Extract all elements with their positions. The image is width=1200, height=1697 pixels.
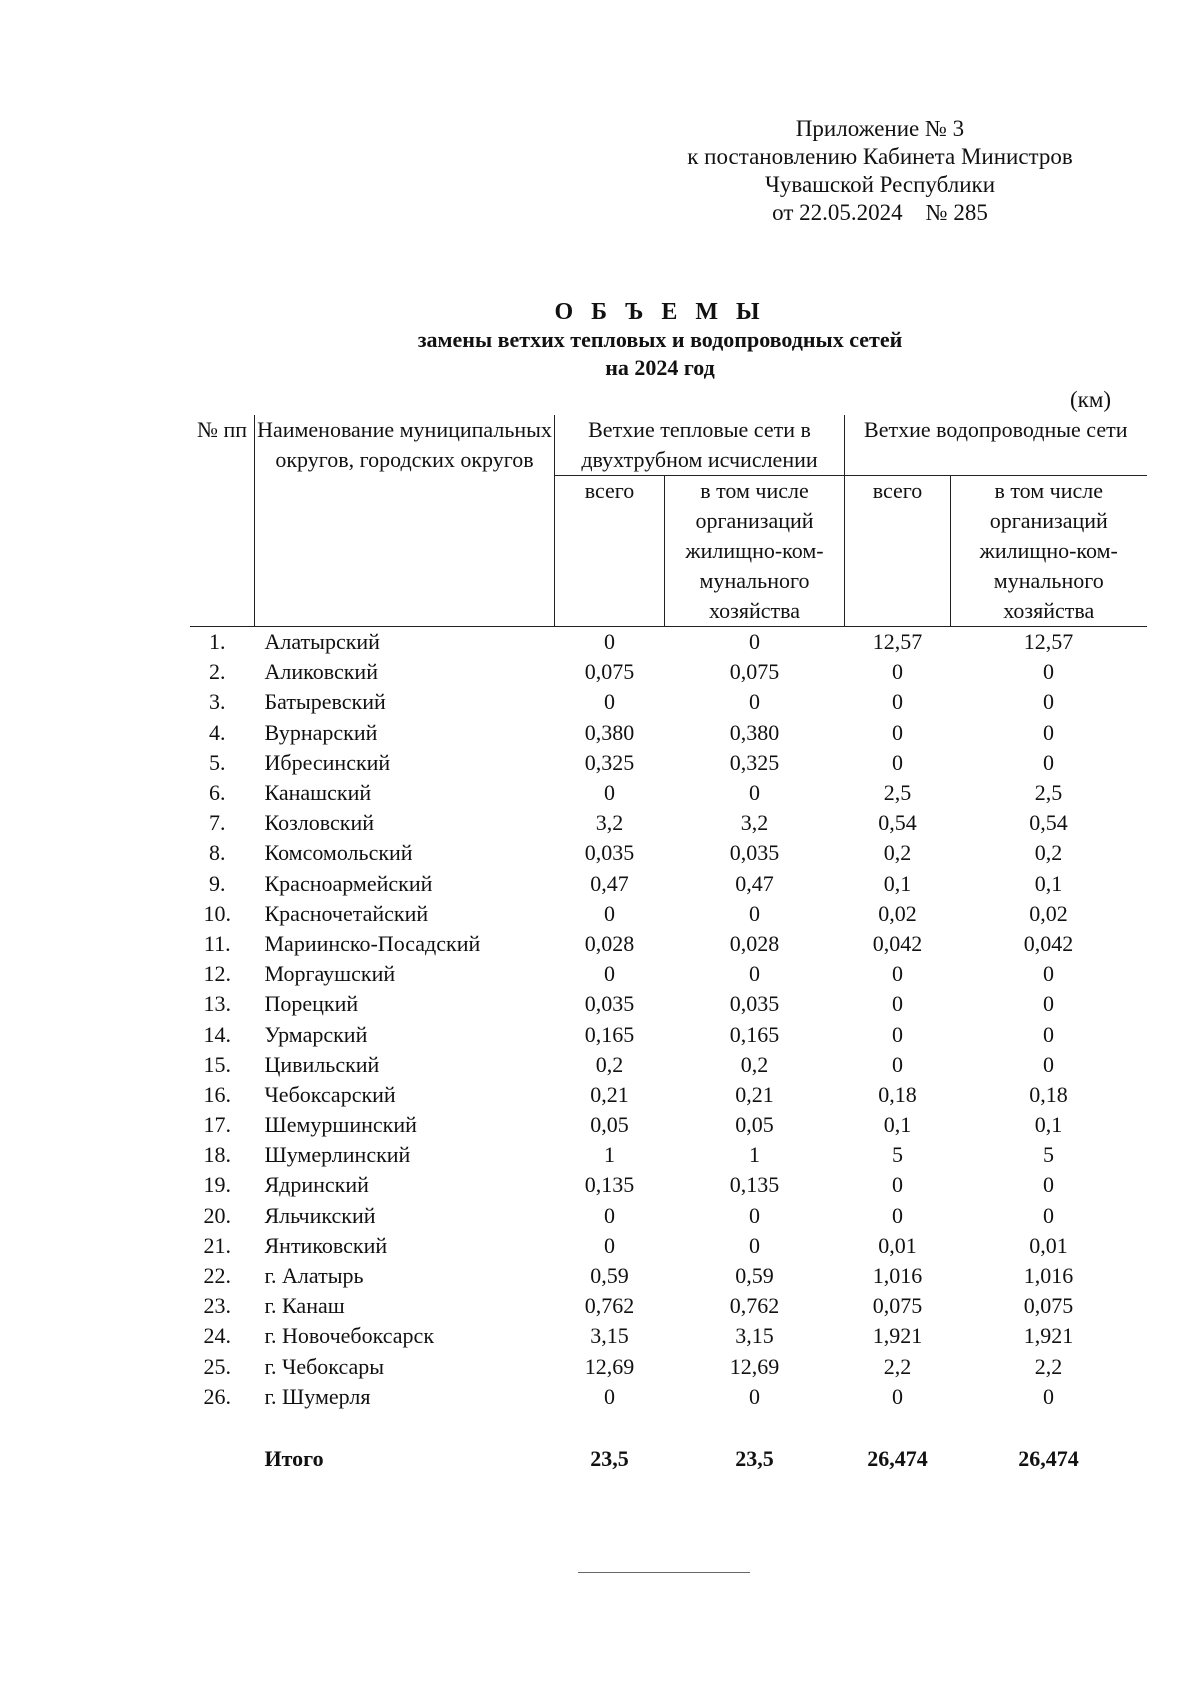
row-number: 14.: [203, 1021, 231, 1047]
row-heat-total: 0,135: [584, 1172, 635, 1198]
appendix-header: [640, 115, 1120, 227]
row-heat-total: 0,075: [584, 659, 635, 685]
row-heat-total: 0: [604, 629, 615, 655]
row-number: 17.: [203, 1112, 231, 1138]
row-number: 16.: [203, 1081, 231, 1107]
total-water-housing: 26,474: [1018, 1445, 1079, 1471]
row-heat-housing: 0: [749, 1383, 760, 1409]
row-water-housing: 0,01: [1029, 1232, 1068, 1258]
row-water-total: 5: [892, 1142, 903, 1168]
row-number: 9.: [209, 870, 226, 896]
row-heat-total: 0: [604, 900, 615, 926]
row-district-name: г. Чебоксары: [264, 1353, 385, 1379]
row-water-housing: 0,1: [1034, 1112, 1063, 1138]
row-water-total: 0: [892, 1202, 903, 1228]
table-spacer-row: [190, 1412, 1147, 1444]
row-district-name: Цивильский: [264, 1051, 380, 1077]
row-number: 10.: [203, 900, 231, 926]
row-number: 2.: [209, 659, 226, 685]
table-row: [190, 1140, 1147, 1170]
row-water-housing: 0: [1043, 659, 1054, 685]
row-heat-housing: 0,075: [729, 659, 780, 685]
table-row: [190, 838, 1147, 868]
table-row: [190, 1382, 1147, 1412]
table-row: [190, 1110, 1147, 1140]
row-number: 12.: [203, 961, 231, 987]
row-water-housing: 0: [1043, 991, 1054, 1017]
row-water-total: 0: [892, 659, 903, 685]
row-heat-total: 0: [604, 780, 615, 806]
row-number: 21.: [203, 1232, 231, 1258]
table-row: [190, 1291, 1147, 1321]
appendix-resolution: к постановлению Кабинета Министров: [687, 144, 1073, 169]
table-row: [190, 1080, 1147, 1110]
row-heat-housing: 0,165: [729, 1021, 780, 1047]
row-heat-total: 1: [604, 1142, 615, 1168]
row-heat-housing: 0: [749, 961, 760, 987]
header-heat-total: всего: [555, 476, 665, 627]
row-heat-total: 0,59: [590, 1263, 629, 1289]
row-heat-housing: 0,325: [729, 749, 780, 775]
table-row: [190, 959, 1147, 989]
row-heat-housing: 0,380: [729, 719, 780, 745]
total-number: [190, 1444, 255, 1474]
row-heat-total: 0,762: [584, 1293, 635, 1319]
row-water-total: 0: [892, 1383, 903, 1409]
row-heat-housing: 12,69: [729, 1353, 780, 1379]
table-row: [190, 869, 1147, 899]
row-heat-housing: 0: [749, 780, 760, 806]
table-body: [190, 627, 1147, 1475]
row-number: 7.: [209, 810, 226, 836]
row-number: 25.: [203, 1353, 231, 1379]
row-water-housing: 1,921: [1023, 1323, 1074, 1349]
row-district-name: г. Канаш: [264, 1293, 345, 1319]
row-water-housing: 0: [1043, 1051, 1054, 1077]
footer-divider: [578, 1572, 750, 1573]
row-water-total: 0: [892, 1172, 903, 1198]
row-number: 20.: [203, 1202, 231, 1228]
row-water-total: 12,57: [872, 629, 923, 655]
row-water-total: 0: [892, 719, 903, 745]
row-district-name: Вурнарский: [264, 719, 378, 745]
row-district-name: Янтиковский: [264, 1232, 388, 1258]
header-water-housing: в том числе организаций жилищно-ком-мунального хозяйства: [951, 476, 1147, 627]
row-heat-total: 0,165: [584, 1021, 635, 1047]
row-district-name: Шемуршинский: [264, 1112, 417, 1138]
row-number: 11.: [203, 930, 231, 956]
row-heat-total: 0,2: [595, 1051, 624, 1077]
row-district-name: Козловский: [264, 810, 375, 836]
row-heat-total: 0: [604, 689, 615, 715]
row-number: 15.: [203, 1051, 231, 1077]
row-heat-total: 0,05: [590, 1112, 629, 1138]
row-heat-housing: 0,2: [740, 1051, 769, 1077]
row-heat-total: 3,2: [595, 810, 624, 836]
row-heat-housing: 0: [749, 629, 760, 655]
appendix-number: Приложение № 3: [795, 116, 965, 141]
row-water-housing: 0,18: [1029, 1081, 1068, 1107]
unit-label: (км): [1070, 387, 1112, 412]
row-district-name: Батыревский: [264, 689, 386, 715]
row-heat-housing: 0,762: [729, 1293, 780, 1319]
row-heat-housing: 0: [749, 1202, 760, 1228]
appendix-date-number: от 22.05.2024 № 285: [772, 200, 988, 225]
row-water-housing: 0: [1043, 1021, 1054, 1047]
table-row: [190, 1019, 1147, 1049]
row-water-total: 0,075: [872, 1293, 923, 1319]
table-row: [190, 989, 1147, 1019]
row-heat-total: 0,47: [590, 870, 629, 896]
row-district-name: Чебоксарский: [264, 1081, 396, 1107]
row-water-housing: 2,5: [1034, 780, 1063, 806]
row-water-housing: 0: [1043, 1172, 1054, 1198]
table-row: [190, 1231, 1147, 1261]
row-heat-housing: 0,47: [735, 870, 774, 896]
row-water-housing: 5: [1043, 1142, 1054, 1168]
row-number: 24.: [203, 1323, 231, 1349]
row-heat-total: 0,21: [590, 1081, 629, 1107]
table-row: [190, 1321, 1147, 1351]
total-heat-housing: 23,5: [735, 1445, 774, 1471]
row-district-name: Мариинско-Посадский: [264, 930, 481, 956]
row-water-total: 0: [892, 749, 903, 775]
row-district-name: г. Шумерля: [264, 1383, 371, 1409]
header-heat-housing: в том числе организаций жилищно-ком-мунального хозяйства: [665, 476, 845, 627]
title-main: О Б Ъ Е М Ы: [554, 299, 766, 325]
row-water-total: 1,921: [872, 1323, 923, 1349]
row-water-total: 0,01: [878, 1232, 917, 1258]
row-water-housing: 2,2: [1034, 1353, 1063, 1379]
header-water-total: всего: [845, 476, 951, 627]
row-water-housing: 12,57: [1023, 629, 1074, 655]
row-heat-total: 0,035: [584, 991, 635, 1017]
row-heat-housing: 0,05: [735, 1112, 774, 1138]
document-title: [300, 298, 1020, 382]
row-water-total: 0: [892, 991, 903, 1017]
row-water-total: 2,5: [883, 780, 912, 806]
row-district-name: Ядринский: [264, 1172, 369, 1198]
row-water-housing: 0: [1043, 689, 1054, 715]
table-row: [190, 687, 1147, 717]
table-row: [190, 808, 1147, 838]
row-water-housing: 0: [1043, 1202, 1054, 1228]
row-heat-housing: 0,135: [729, 1172, 780, 1198]
row-number: 26.: [203, 1383, 231, 1409]
row-water-housing: 0,02: [1029, 900, 1068, 926]
row-district-name: Алатырский: [264, 629, 380, 655]
row-heat-total: 0: [604, 961, 615, 987]
table-row: [190, 748, 1147, 778]
row-district-name: г. Алатырь: [264, 1263, 364, 1289]
row-water-housing: 1,016: [1023, 1263, 1074, 1289]
row-water-housing: 0: [1043, 1383, 1054, 1409]
row-water-total: 0,02: [878, 900, 917, 926]
row-heat-total: 0,028: [584, 930, 635, 956]
row-heat-housing: 3,15: [735, 1323, 774, 1349]
row-water-housing: 0,1: [1034, 870, 1063, 896]
row-water-total: 0,1: [883, 1112, 912, 1138]
row-district-name: г. Новочебоксарск: [264, 1323, 435, 1349]
row-heat-total: 0: [604, 1232, 615, 1258]
row-water-total: 0: [892, 1051, 903, 1077]
row-heat-total: 0,325: [584, 749, 635, 775]
header-name: Наименование муниципальных округов, городских округов: [255, 415, 555, 627]
header-water-networks: Ветхие водопроводные сети: [845, 415, 1147, 476]
row-district-name: Ибресинский: [264, 749, 391, 775]
row-heat-total: 12,69: [584, 1353, 635, 1379]
row-number: 13.: [203, 991, 231, 1017]
row-heat-housing: 0: [749, 900, 760, 926]
table-row: [190, 778, 1147, 808]
row-heat-housing: 0: [749, 689, 760, 715]
row-district-name: Яльчикский: [264, 1202, 376, 1228]
row-heat-total: 0: [604, 1383, 615, 1409]
row-district-name: Шумерлинский: [264, 1142, 411, 1168]
row-water-total: 0,54: [878, 810, 917, 836]
row-water-housing: 0: [1043, 719, 1054, 745]
row-water-total: 0,18: [878, 1081, 917, 1107]
row-district-name: Порецкий: [264, 991, 359, 1017]
row-water-total: 0: [892, 1021, 903, 1047]
table-row: [190, 1201, 1147, 1231]
row-heat-housing: 3,2: [740, 810, 769, 836]
row-water-housing: 0,075: [1023, 1293, 1074, 1319]
row-number: 6.: [209, 780, 226, 806]
row-water-total: 0: [892, 689, 903, 715]
total-label: Итого: [264, 1445, 324, 1471]
row-number: 3.: [209, 689, 226, 715]
row-heat-total: 0: [604, 1202, 615, 1228]
table-row: [190, 1352, 1147, 1382]
title-subtitle-2: на 2024 год: [605, 355, 715, 380]
row-water-total: 0,2: [883, 840, 912, 866]
row-heat-housing: 0: [749, 1232, 760, 1258]
row-heat-total: 0,380: [584, 719, 635, 745]
header-number: № пп: [190, 415, 255, 627]
table-row: [190, 1170, 1147, 1200]
row-water-total: 0: [892, 961, 903, 987]
appendix-republic: Чувашской Республики: [764, 172, 996, 197]
table-row: [190, 1050, 1147, 1080]
row-district-name: Красночетайский: [264, 900, 429, 926]
table-row: [190, 899, 1147, 929]
row-heat-housing: 0,59: [735, 1263, 774, 1289]
row-district-name: Урмарский: [264, 1021, 368, 1047]
row-heat-housing: 0,035: [729, 840, 780, 866]
row-district-name: Комсомольский: [264, 840, 413, 866]
total-heat-total: 23,5: [590, 1445, 629, 1471]
row-district-name: Моргаушский: [264, 961, 396, 987]
spacer-cell: [190, 1412, 1147, 1444]
row-water-housing: 0,042: [1023, 930, 1074, 956]
row-number: 4.: [209, 719, 226, 745]
row-water-housing: 0: [1043, 961, 1054, 987]
row-district-name: Красноармейский: [264, 870, 433, 896]
row-number: 1.: [209, 629, 226, 655]
title-subtitle-1: замены ветхих тепловых и водопроводных сетей: [417, 327, 903, 352]
row-water-total: 2,2: [883, 1353, 912, 1379]
total-water-total: 26,474: [867, 1445, 928, 1471]
header-heat-networks: Ветхие тепловые сети в двухтрубном исчислении: [555, 415, 845, 476]
table-row: [190, 627, 1147, 658]
row-water-total: 0,042: [872, 930, 923, 956]
row-number: 23.: [203, 1293, 231, 1319]
row-number: 18.: [203, 1142, 231, 1168]
row-heat-housing: 0,035: [729, 991, 780, 1017]
row-number: 19.: [203, 1172, 231, 1198]
row-heat-total: 0,035: [584, 840, 635, 866]
row-number: 22.: [203, 1263, 231, 1289]
row-heat-total: 3,15: [590, 1323, 629, 1349]
table-row: [190, 1261, 1147, 1291]
row-number: 5.: [209, 749, 226, 775]
row-district-name: Аликовский: [264, 659, 378, 685]
row-heat-housing: 1: [749, 1142, 760, 1168]
table-row: [190, 929, 1147, 959]
row-water-housing: 0: [1043, 749, 1054, 775]
row-water-total: 1,016: [872, 1263, 923, 1289]
row-heat-housing: 0,21: [735, 1081, 774, 1107]
row-water-total: 0,1: [883, 870, 912, 896]
row-district-name: Канашский: [264, 780, 372, 806]
row-water-housing: 0,2: [1034, 840, 1063, 866]
row-heat-housing: 0,028: [729, 930, 780, 956]
table-total-row: [190, 1444, 1147, 1474]
table-row: [190, 718, 1147, 748]
table-row: [190, 657, 1147, 687]
volumes-table: [190, 415, 1147, 1474]
row-water-housing: 0,54: [1029, 810, 1068, 836]
row-number: 8.: [209, 840, 226, 866]
